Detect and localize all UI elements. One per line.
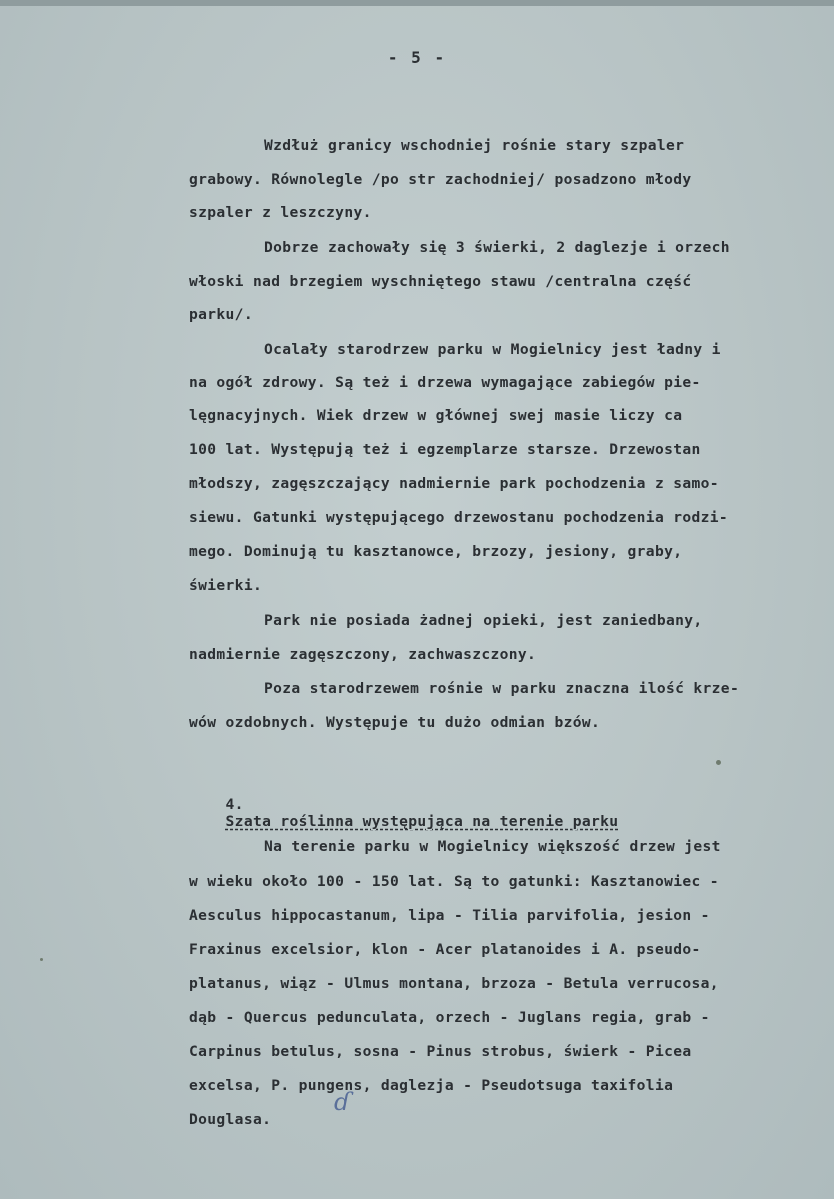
text-line: Douglasa. [189,1111,272,1128]
section-title: Szata roślinna występująca na terenie parku [225,813,619,830]
text-line: w wieku około 100 - 150 lat. Są to gatunki: Kasztanowiec - [189,873,719,890]
text-line: młodszy, zagęszczający nadmiernie park pochodzenia z samo- [189,475,719,492]
text-line: 100 lat. Występują też i egzemplarze starsze. Drzewostan [189,441,701,458]
text-line: świerki. [189,577,263,594]
page-number: - 5 - [387,48,447,67]
text-line: parku/. [189,306,253,323]
text-line: Fraxinus excelsior, klon - Acer platanoides i A. pseudo- [189,941,701,958]
text-line: excelsa, P. pungens, daglezja - Pseudotsuga taxifolia [189,1077,674,1094]
text-line: Na terenie parku w Mogielnicy większość drzew jest [264,838,721,855]
text-line: włoski nad brzegiem wyschniętego stawu /centralna część [189,273,692,290]
text-line: mego. Dominują tu kasztanowce, brzozy, jesiony, graby, [189,543,683,560]
text-line: na ogół zdrowy. Są też i drzewa wymagające zabiegów pie- [189,374,701,391]
text-line: lęgnacyjnych. Wiek drzew w głównej swej masie liczy ca [189,407,683,424]
text-line: Wzdłuż granicy wschodniej rośnie stary szpaler [264,137,685,154]
text-line: Poza starodrzewem rośnie w parku znaczna ilość krze- [264,680,740,697]
pen-mark: ɗ [334,1088,351,1116]
text-line: wów ozdobnych. Występuje tu dużo odmian bzów. [189,714,601,731]
text-line: Dobrze zachowały się 3 świerki, 2 daglezje i orzech [264,239,730,256]
text-line: Ocalały starodrzew parku w Mogielnicy jest ładny i [264,341,721,358]
text-line: Carpinus betulus, sosna - Pinus strobus, świerk - Picea [189,1043,692,1060]
text-line: grabowy. Równolegle /po str zachodniej/ posadzono młody [189,171,692,188]
text-line: dąb - Quercus pedunculata, orzech - Juglans regia, grab - [189,1009,710,1026]
text-line: platanus, wiąz - Ulmus montana, brzoza - Betula verrucosa, [189,975,719,992]
text-line: siewu. Gatunki występującego drzewostanu pochodzenia rodzi- [189,509,729,526]
ink-speck [716,760,721,765]
scan-edge [0,0,834,6]
section-number: 4. [225,796,244,813]
text-line: Park nie posiada żadnej opieki, jest zaniedbany, [264,612,703,629]
text-line: szpaler z leszczyny. [189,204,372,221]
ink-speck [40,958,43,961]
text-line: nadmiernie zagęszczony, zachwaszczony. [189,646,537,663]
text-line: Aesculus hippocastanum, lipa - Tilia parvifolia, jesion - [189,907,710,924]
